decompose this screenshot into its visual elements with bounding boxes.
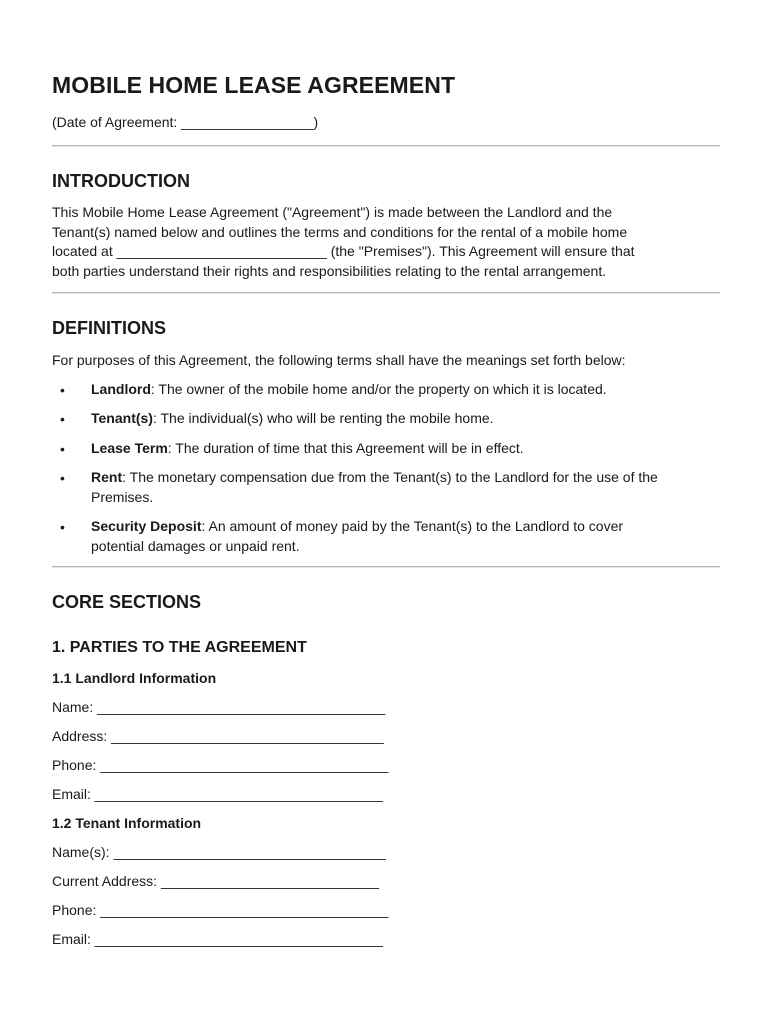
document-title: MOBILE HOME LEASE AGREEMENT xyxy=(52,72,456,98)
tenant-names-field: Name(s): ___________________________________ xyxy=(52,844,386,860)
definition-term: Lease Term xyxy=(91,439,168,456)
landlord-address-field: Address: ___________________________________ xyxy=(52,728,384,744)
bullet-icon: • xyxy=(60,440,65,457)
divider xyxy=(52,566,720,568)
bullet-icon: • xyxy=(60,381,65,398)
core-sections-heading: CORE SECTIONS xyxy=(52,592,202,612)
document-page xyxy=(52,70,720,949)
introduction-line: Tenant(s) named below and outlines the terms and conditions for the rental of a mobile home xyxy=(52,223,628,240)
parties-heading: 1. PARTIES TO THE AGREEMENT xyxy=(52,639,307,656)
introduction-line: both parties understand their rights and responsibilities relating to the rental arrangement. xyxy=(52,262,607,279)
tenant-info-heading: 1.2 Tenant Information xyxy=(52,815,202,831)
bullet-icon: • xyxy=(60,470,65,486)
definition-text: : The owner of the mobile home and/or the property on which it is located. xyxy=(150,380,607,397)
landlord-info-heading: 1.1 Landlord Information xyxy=(52,670,217,686)
definition-item xyxy=(52,468,720,507)
definitions-lead: For purposes of this Agreement, the following terms shall have the meanings set forth below: xyxy=(52,352,626,368)
definition-item xyxy=(52,409,720,429)
definition-item xyxy=(52,517,720,556)
definitions-list xyxy=(52,380,720,557)
bullet-icon: • xyxy=(60,519,65,535)
definition-term: Security Deposit xyxy=(91,518,202,534)
definition-term: Tenant(s) xyxy=(91,410,153,426)
bullet-icon: • xyxy=(60,411,65,427)
definition-term: Landlord xyxy=(91,380,151,397)
date-of-agreement: (Date of Agreement: _________________) xyxy=(52,114,319,130)
definition-item xyxy=(52,439,720,459)
tenant-phone-field: Phone: _____________________________________ xyxy=(52,902,389,918)
landlord-email-field: Email: _____________________________________ xyxy=(52,786,383,802)
tenant-current-address-field: Current Address: ____________________________ xyxy=(52,873,379,889)
definition-text-continued: potential damages or unpaid rent. xyxy=(91,537,300,554)
definition-text-continued: Premises. xyxy=(91,488,154,505)
introduction-line: located at ___________________________ (the "Premises"). This Agreement will ensure that xyxy=(52,243,635,259)
definition-term: Rent xyxy=(91,469,123,485)
tenant-email-field: Email: _____________________________________ xyxy=(52,931,383,947)
definitions-heading: DEFINITIONS xyxy=(52,318,167,338)
landlord-name-field: Name: _____________________________________ xyxy=(52,699,386,715)
introduction-heading: INTRODUCTION xyxy=(52,171,190,191)
definition-item xyxy=(52,380,720,400)
definition-text: : The monetary compensation due from the Tenant(s) to the Landlord for the use of the xyxy=(122,469,658,485)
introduction-paragraph xyxy=(52,203,720,281)
definition-text: : An amount of money paid by the Tenant(s) to the Landlord to cover xyxy=(201,518,624,534)
introduction-line: This Mobile Home Lease Agreement ("Agreement") is made between the Landlord and the xyxy=(52,204,613,220)
landlord-phone-field: Phone: _____________________________________ xyxy=(52,757,389,773)
divider xyxy=(52,292,720,294)
definition-text: : The individual(s) who will be renting the mobile home. xyxy=(152,410,494,426)
divider xyxy=(52,145,720,147)
definition-text: : The duration of time that this Agreement will be in effect. xyxy=(167,439,524,456)
